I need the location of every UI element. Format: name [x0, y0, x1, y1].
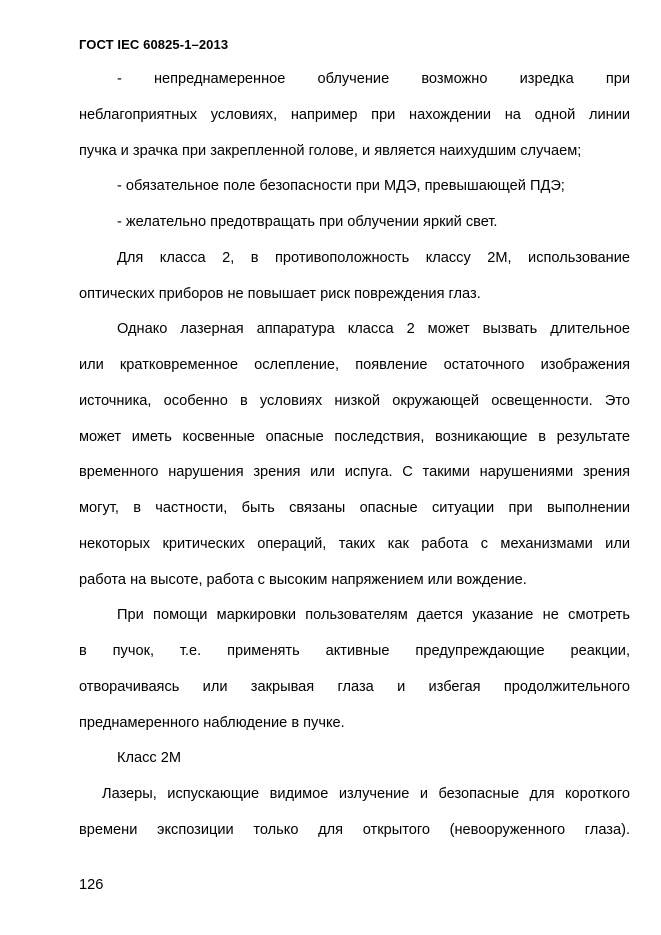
text-line: преднамеренного наблюдение в пучке.: [79, 715, 345, 731]
text-line: временного нарушения зрения или испуга. С такими нарушениями зрения: [79, 464, 630, 480]
text-line: неблагоприятных условиях, например при нахождении на одной линии: [79, 107, 630, 123]
section-heading: Класс 2М: [117, 750, 182, 766]
text-line: оптических приборов не повышает риск повреждения глаз.: [79, 286, 481, 302]
text-line: При помощи маркировки пользователям дается указание не смотреть: [117, 607, 630, 623]
text-line: Лазеры, испускающие видимое излучение и безопасные для короткого: [102, 786, 630, 802]
text-line: - обязательное поле безопасности при МДЭ, превышающей ПДЭ;: [117, 178, 565, 194]
text-line: - непреднамеренное облучение возможно изредка при: [117, 71, 630, 87]
text-line: времени экспозиции только для открытого (невооруженного глаза).: [79, 822, 630, 838]
text-line: - желательно предотвращать при облучении яркий свет.: [117, 214, 498, 230]
text-line: некоторых критических операций, таких как работа с механизмами или: [79, 536, 630, 552]
text-line: пучка и зрачка при закрепленной голове, и является наихудшим случаем;: [79, 143, 582, 159]
page-number: 126: [79, 877, 104, 893]
text-line: Однако лазерная аппаратура класса 2 может вызвать длительное: [117, 321, 630, 337]
document-header: ГОСТ IEC 60825-1–2013: [79, 37, 229, 52]
text-line: или кратковременное ослепление, появление остаточного изображения: [79, 357, 630, 373]
text-line: работа на высоте, работа с высоким напряжением или вождение.: [79, 572, 527, 588]
text-line: могут, в частности, быть связаны опасные ситуации при выполнении: [79, 500, 630, 516]
text-line: отворачиваясь или закрывая глаза и избегая продолжительного: [79, 679, 630, 695]
text-line: в пучок, т.е. применять активные предупреждающие реакции,: [79, 643, 630, 659]
text-line: может иметь косвенные опасные последствия, возникающие в результате: [79, 429, 630, 445]
text-line: Для класса 2, в противоположность классу 2М, использование: [117, 250, 630, 266]
text-line: источника, особенно в условиях низкой окружающей освещенности. Это: [79, 393, 630, 409]
